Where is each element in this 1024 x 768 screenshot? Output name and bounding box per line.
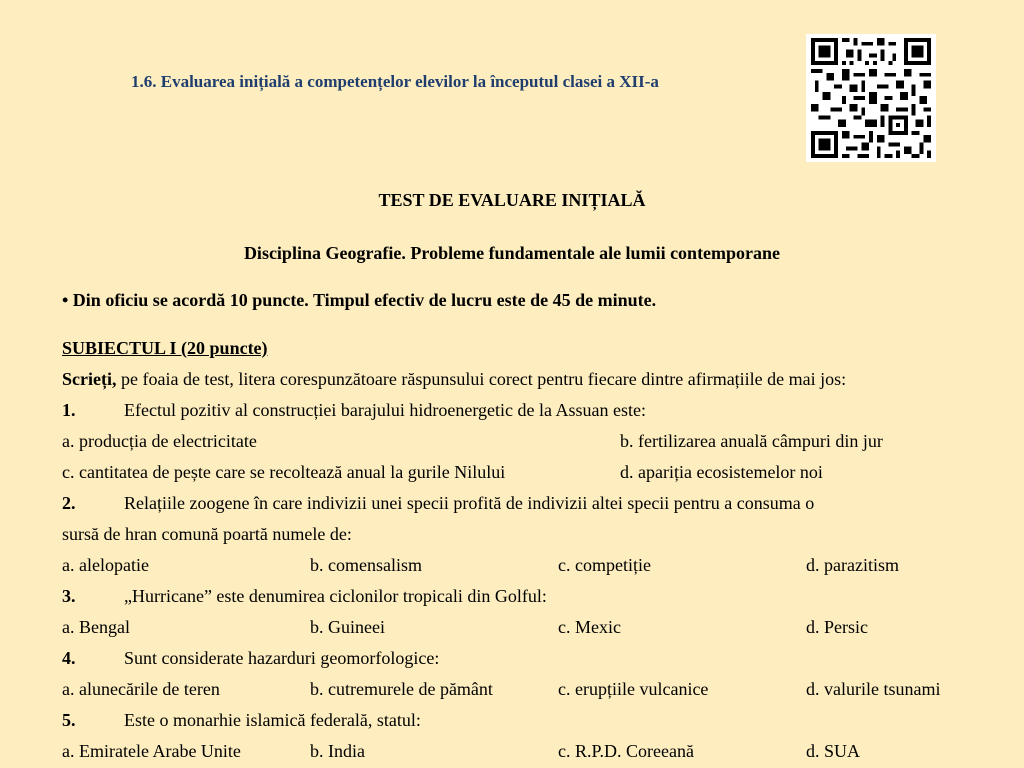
answer-option: d. parazitism xyxy=(806,555,899,575)
answer-option: d. valurile tsunami xyxy=(806,679,941,699)
question-number: 5. xyxy=(62,710,76,730)
answer-option: b. India xyxy=(310,741,365,761)
question-text: „Hurricane” este denumirea ciclonilor tropicali din Golful: xyxy=(124,586,547,606)
question-number: 2. xyxy=(62,493,76,513)
answer-option: a. alunecările de teren xyxy=(62,679,220,699)
answer-option: a. Bengal xyxy=(62,617,130,637)
question-text: Efectul pozitiv al construcției barajului hidroenergetic de la Assuan este: xyxy=(124,400,646,420)
answer-option: b. fertilizarea anuală câmpuri din jur xyxy=(620,431,883,451)
answer-option: a. Emiratele Arabe Unite xyxy=(62,741,241,761)
test-title: TEST DE EVALUARE INIȚIALĂ xyxy=(378,190,646,210)
answer-option: d. apariția ecosistemelor noi xyxy=(620,462,823,482)
question-text: Relațiile zoogene în care indivizii unei specii profită de indivizii altei specii pentru a consuma o xyxy=(124,493,815,513)
answer-option: a. alelopatie xyxy=(62,555,149,575)
instruction-bold: Scrieți, xyxy=(62,369,117,389)
answer-option: c. erupțiile vulcanice xyxy=(558,679,709,699)
question-number: 1. xyxy=(62,400,76,420)
subject-heading: SUBIECTUL I (20 puncte) xyxy=(62,338,268,358)
question-number: 4. xyxy=(62,648,76,668)
answer-option: d. Persic xyxy=(806,617,868,637)
qr-code xyxy=(806,34,936,162)
document-header-title: 1.6. Evaluarea inițială a competențelor elevilor la începutul clasei a XII-a xyxy=(131,72,659,91)
question-number: 3. xyxy=(62,586,76,606)
answer-option: d. SUA xyxy=(806,741,861,761)
answer-option: b. cutremurele de pământ xyxy=(310,679,493,699)
answer-option: c. R.P.D. Coreeană xyxy=(558,741,694,761)
answer-option: c. Mexic xyxy=(558,617,621,637)
discipline-title: Disciplina Geografie. Probleme fundamentale ale lumii contemporane xyxy=(243,243,781,263)
question-text: Sunt considerate hazarduri geomorfologice: xyxy=(124,648,440,668)
instruction-line xyxy=(62,369,846,390)
question-text-continued: sursă de hran comună poartă numele de: xyxy=(62,524,352,544)
answer-option: a. producția de electricitate xyxy=(62,431,257,451)
instruction-text: pe foaia de test, litera corespunzătoare răspunsului corect pentru fiecare dintre afirmațiile de mai jos: xyxy=(116,369,847,389)
question-text: Este o monarhie islamică federală, statul: xyxy=(124,710,421,730)
answer-option: b. Guineei xyxy=(310,617,385,637)
answer-option: b. comensalism xyxy=(310,555,422,575)
answer-option: c. cantitatea de pește care se recoltează anual la gurile Nilului xyxy=(62,462,506,482)
answer-option: c. competiție xyxy=(558,555,651,575)
scoring-note: • Din oficiu se acordă 10 puncte. Timpul efectiv de lucru este de 45 de minute. xyxy=(62,290,657,310)
